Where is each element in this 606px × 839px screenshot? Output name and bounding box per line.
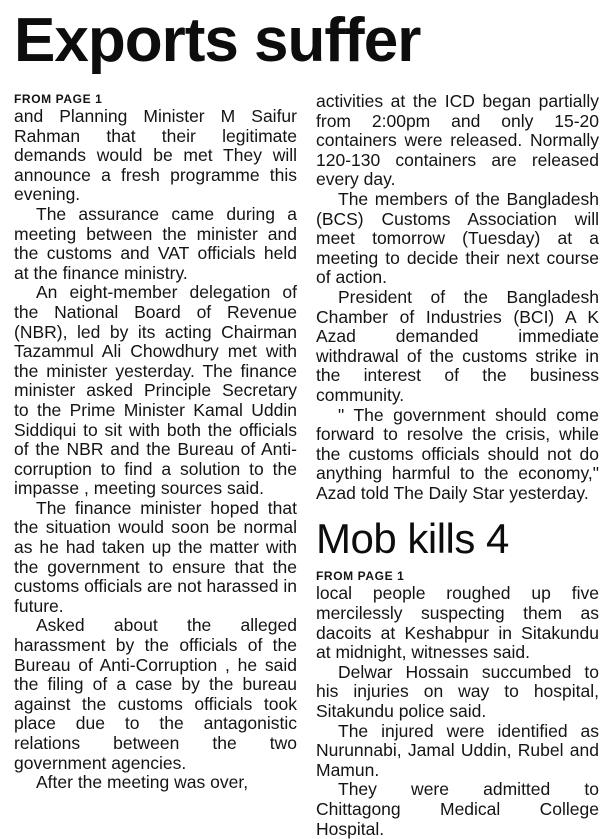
story-column-left	[14, 92, 297, 793]
story-paragraph: activities at the ICD began partially from 2:00pm and only 15-20 containers were released. Normally 120-130 containers are released every day.	[316, 91, 599, 190]
story-paragraph: The injured were identified as Nurunnabi, Jamal Uddin, Rubel and Mamun.	[316, 720, 599, 780]
story-paragraph: and Planning Minister M Saifur Rahman that their legitimate demands would be met They will announce a fresh programme this evening.	[14, 106, 297, 205]
story-paragraph: The finance minister hoped that the situation would soon be normal as he had taken up the matter with the government to ensure that the customs officials are not harassed in future.	[14, 497, 297, 616]
story-paragraph: An eight-member delegation of the National Board of Revenue (NBR), led by its acting Chairman Tazammul Ali Chowdhury met with the minister yesterday. The finance minister asked Principle Secretary to the Prime Minister Kamal Uddin Siddiqui to sit with both the officials of the NBR and the Bureau of Anti-corruption to find a solution to the impasse , meeting sources said.	[14, 282, 297, 499]
second-story	[316, 515, 599, 839]
story-paragraph: " The government should come forward to resolve the crisis, while the customs officials should not do anything harmful to the economy," Azad told The Daily Star yesterday.	[316, 404, 599, 503]
second-story-headline: Mob kills 4	[316, 515, 509, 563]
story-paragraph: After the meeting was over,	[36, 772, 249, 793]
story-headline: Exports suffer	[14, 6, 421, 75]
jump-label: FROM PAGE 1	[14, 92, 103, 106]
story-paragraph: local people roughed up five mercilessly suspecting them as dacoits at Keshabpur in Sitakundu at midnight, witnesses said.	[316, 583, 599, 663]
story-paragraph: Asked about the alleged harassment by the officials of the Bureau of Anti-Corruption , he said the filing of a case by the bureau against the customs officials took place due to the antagonistic relations between the two government agencies.	[14, 615, 297, 773]
jump-label: FROM PAGE 1	[316, 569, 405, 584]
story-paragraph: President of the Bangladesh Chamber of Industries (BCI) A K Azad demanded immediate withdrawal of the customs strike in the interest of the business community.	[316, 286, 599, 405]
story-paragraph: They were admitted to Chittagong Medical College Hospital.	[316, 779, 599, 839]
story-paragraph: Delwar Hossain succumbed to his injuries on way to hospital, Sitakundu police said.	[316, 661, 599, 722]
story-paragraph: The members of the Bangladesh (BCS) Customs Association will meet tomorrow (Tuesday) at a meeting to decide their next course of action.	[316, 188, 599, 288]
story-column-right	[316, 92, 599, 839]
story-paragraph: The assurance came during a meeting between the minister and the customs and VAT officials held at the finance ministry.	[14, 203, 297, 283]
